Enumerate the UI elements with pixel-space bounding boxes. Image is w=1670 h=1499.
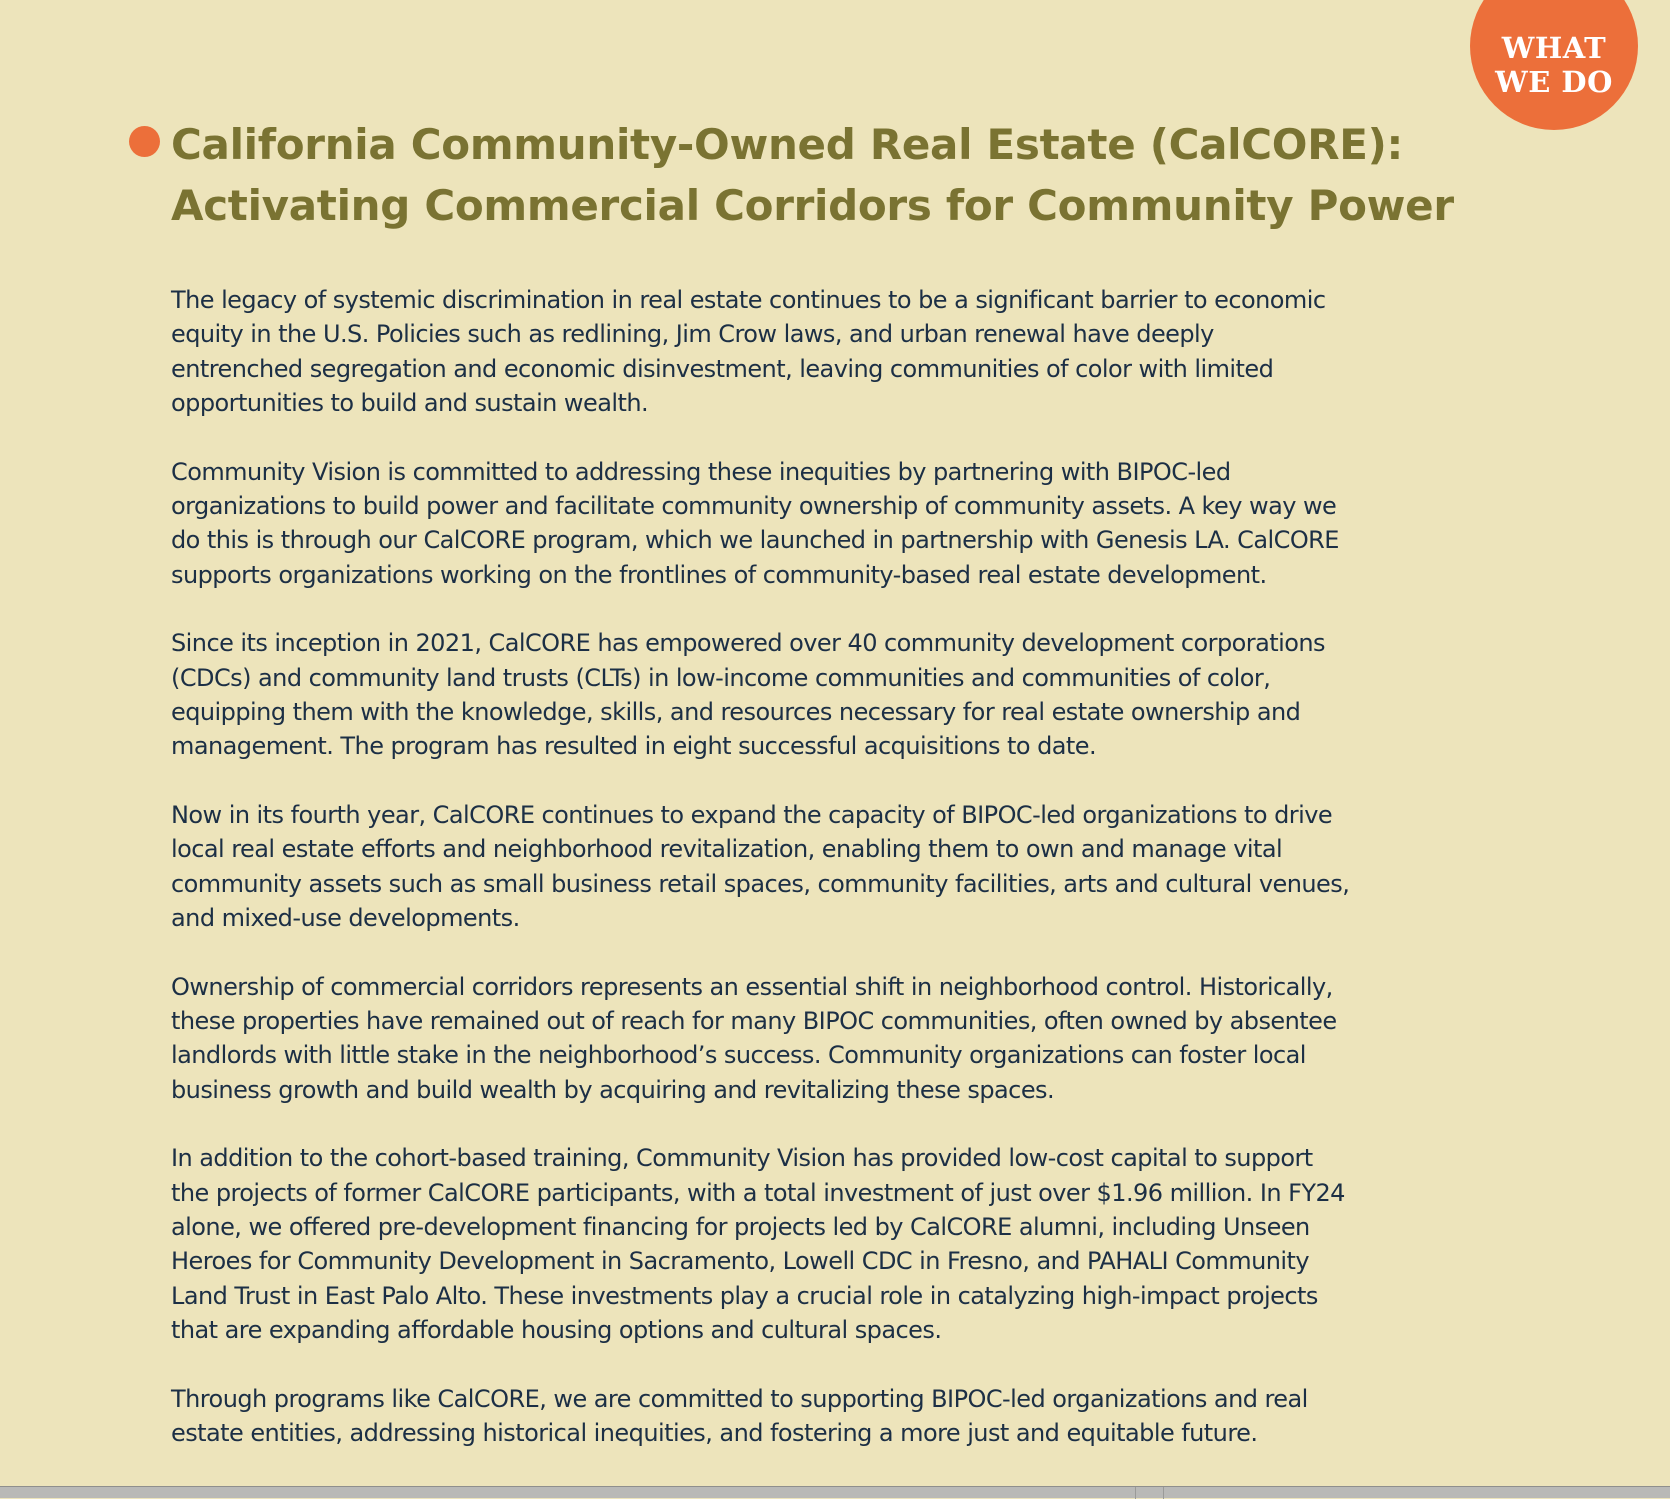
text-line: alone, we offered pre-development financing for projects led by CalCORE alumni, including Unseen <box>171 1213 1310 1242</box>
text-line: and mixed-use developments. <box>171 903 520 932</box>
text-line: Since its inception in 2021, CalCORE has empowered over 40 community development corporations <box>171 629 1325 658</box>
text-line: local real estate efforts and neighborhood revitalization, enabling them to own and manage vital <box>171 835 1283 864</box>
text-line: Ownership of commercial corridors represents an essential shift in neighborhood control. Historically, <box>171 972 1333 1001</box>
paragraph-3 <box>171 626 1511 763</box>
page-title <box>171 114 1571 236</box>
heading-bullet-icon <box>129 126 160 157</box>
text-line: Land Trust in East Palo Alto. These investments play a crucial role in catalyzing high-impact projects <box>171 1281 1318 1310</box>
text-line: business growth and build wealth by acquiring and revitalizing these spaces. <box>171 1075 1055 1104</box>
text-line: Heroes for Community Development in Sacramento, Lowell CDC in Fresno, and PAHALI Community <box>171 1247 1310 1276</box>
paragraph-2 <box>171 455 1511 592</box>
text-line: landlords with little stake in the neighborhood’s success. Community organizations can foster local <box>171 1041 1306 1070</box>
scrollbar-divider <box>1163 1487 1164 1499</box>
text-line: opportunities to build and sustain wealth. <box>171 388 649 417</box>
text-line: organizations to build power and facilitate community ownership of community assets. A key way we <box>171 491 1337 520</box>
text-line: equity in the U.S. Policies such as redlining, Jim Crow laws, and urban renewal have deeply <box>171 320 1214 349</box>
text-line: entrenched segregation and economic disinvestment, leaving communities of color with limited <box>171 354 1274 383</box>
title-line: California Community-Owned Real Estate (CalCORE): <box>171 120 1404 169</box>
text-line: (CDCs) and community land trusts (CLTs) in low-income communities and communities of color, <box>171 663 1271 692</box>
article-body <box>171 283 1511 1485</box>
text-line: do this is through our CalCORE program, which we launched in partnership with Genesis LA. CalCORE <box>171 526 1339 555</box>
text-line: Through programs like CalCORE, we are committed to supporting BIPOC-led organizations and real <box>171 1384 1308 1413</box>
paragraph-4 <box>171 798 1511 935</box>
text-line: supports organizations working on the frontlines of community-based real estate development. <box>171 560 1267 589</box>
text-line: community assets such as small business retail spaces, community facilities, arts and cultural venues, <box>171 869 1350 898</box>
badge-label: WHAT WE DO <box>1495 31 1613 99</box>
text-line: equipping them with the knowledge, skills, and resources necessary for real estate ownership and <box>171 697 1301 726</box>
text-line: these properties have remained out of reach for many BIPOC communities, often owned by absentee <box>171 1007 1337 1036</box>
text-line: Now in its fourth year, CalCORE continues to expand the capacity of BIPOC-led organizations to drive <box>171 801 1333 830</box>
paragraph-7 <box>171 1382 1511 1451</box>
paragraph-1 <box>171 283 1511 420</box>
text-line: The legacy of systemic discrimination in real estate continues to be a significant barrier to economic <box>171 286 1326 314</box>
text-line: the projects of former CalCORE participants, with a total investment of just over $1.96 million. In FY24 <box>171 1178 1345 1207</box>
text-line: In addition to the cohort-based training, Community Vision has provided low-cost capital to support <box>171 1144 1313 1173</box>
text-line: management. The program has resulted in eight successful acquisitions to date. <box>171 732 1097 761</box>
text-line: estate entities, addressing historical inequities, and fostering a more just and equitable future. <box>171 1419 1258 1448</box>
window-bottom-scrollbar[interactable] <box>0 1486 1670 1498</box>
title-line: Activating Commercial Corridors for Community Power <box>171 181 1454 230</box>
section-badge <box>1470 0 1638 130</box>
scrollbar-divider <box>1135 1487 1136 1499</box>
paragraph-6 <box>171 1141 1511 1347</box>
text-line: that are expanding affordable housing options and cultural spaces. <box>171 1315 942 1344</box>
text-line: Community Vision is committed to addressing these inequities by partnering with BIPOC-led <box>171 457 1231 486</box>
paragraph-5 <box>171 970 1511 1107</box>
